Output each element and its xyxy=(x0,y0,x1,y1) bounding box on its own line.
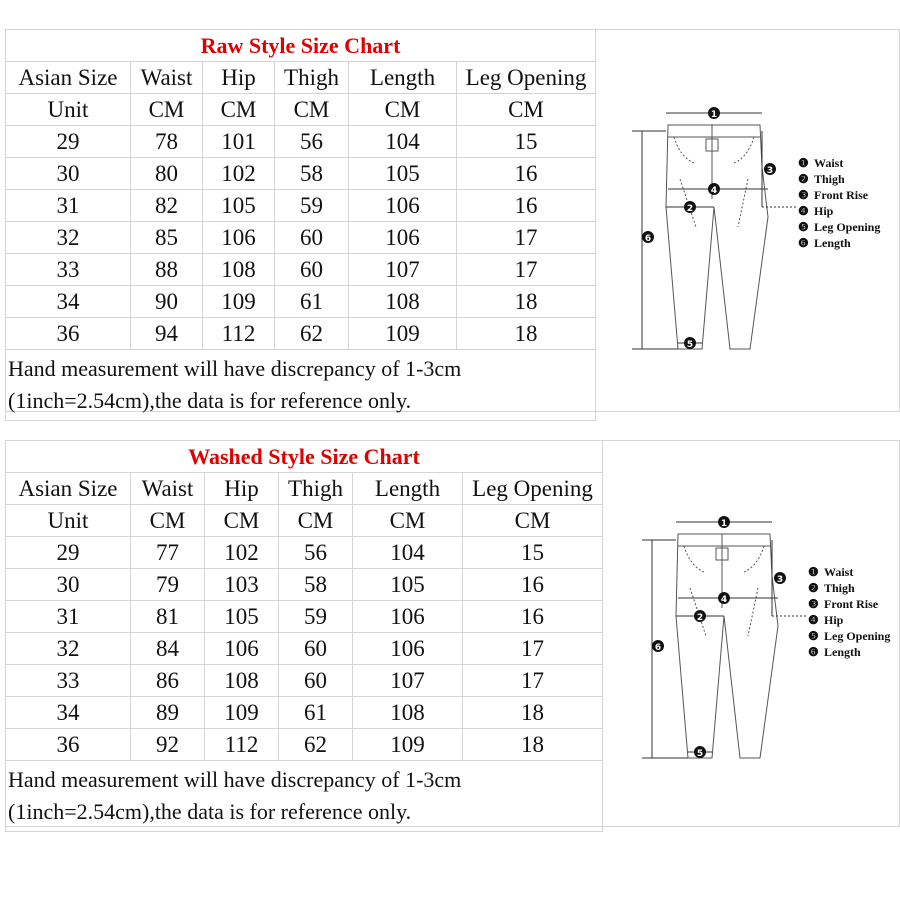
table-cell: 79 xyxy=(131,569,205,601)
table-row xyxy=(6,126,596,158)
table-cell: 17 xyxy=(457,222,596,254)
measurement-legend xyxy=(808,565,890,659)
table-cell: 107 xyxy=(353,665,463,697)
legend-marker-icon: ❻ xyxy=(808,645,819,659)
table-row xyxy=(6,318,596,350)
table-cell: 109 xyxy=(203,286,275,318)
legend-item: Hip xyxy=(824,613,844,627)
svg-text:6: 6 xyxy=(644,234,652,244)
washed-table-body xyxy=(6,441,603,832)
legend-marker-icon: ❸ xyxy=(808,597,819,611)
column-header: Hip xyxy=(203,62,275,94)
table-cell: 60 xyxy=(275,254,349,286)
legend-marker-icon: ❹ xyxy=(808,613,819,627)
column-header: Thigh xyxy=(279,473,353,505)
legend-item: Thigh xyxy=(814,172,845,186)
legend-item: Waist xyxy=(814,156,844,170)
legend-marker-icon: ❺ xyxy=(798,220,809,234)
legend-marker-icon: ❶ xyxy=(798,156,809,170)
table-row xyxy=(6,569,603,601)
table-cell: 106 xyxy=(203,222,275,254)
unit-cell: Unit xyxy=(6,505,131,537)
legend-item: Front Rise xyxy=(824,597,879,611)
column-header: Hip xyxy=(205,473,279,505)
legend-marker-icon: ❻ xyxy=(798,236,809,250)
table-cell: 106 xyxy=(349,190,457,222)
table-cell: 105 xyxy=(349,158,457,190)
table-cell: 104 xyxy=(353,537,463,569)
measure-marker-6-icon xyxy=(642,231,654,244)
svg-text:5: 5 xyxy=(686,340,694,350)
column-header: Thigh xyxy=(275,62,349,94)
table-cell: 89 xyxy=(131,697,205,729)
svg-text:6: 6 xyxy=(654,643,662,653)
table-cell: 88 xyxy=(131,254,203,286)
table-cell: 112 xyxy=(203,318,275,350)
table-cell: 32 xyxy=(6,222,131,254)
unit-cell: CM xyxy=(463,505,603,537)
measure-marker-2-icon xyxy=(694,610,706,623)
table-cell: 86 xyxy=(131,665,205,697)
measurement-legend xyxy=(798,156,880,250)
table-row xyxy=(6,222,596,254)
table-row xyxy=(6,286,596,318)
svg-text:3: 3 xyxy=(776,575,784,585)
raw-size-table xyxy=(5,29,596,421)
table-cell: 36 xyxy=(6,729,131,761)
table-cell: 85 xyxy=(131,222,203,254)
table-cell: 77 xyxy=(131,537,205,569)
table-cell: 34 xyxy=(6,286,131,318)
chart-title: Raw Style Size Chart xyxy=(6,30,596,62)
table-cell: 32 xyxy=(6,633,131,665)
table-cell: 102 xyxy=(205,537,279,569)
table-cell: 105 xyxy=(353,569,463,601)
column-header: Asian Size xyxy=(6,62,131,94)
table-cell: 62 xyxy=(275,318,349,350)
legend-item: Thigh xyxy=(824,581,855,595)
table-cell: 104 xyxy=(349,126,457,158)
table-cell: 108 xyxy=(353,697,463,729)
table-cell: 59 xyxy=(279,601,353,633)
legend-marker-icon: ❹ xyxy=(798,204,809,218)
table-cell: 30 xyxy=(6,158,131,190)
column-header: Asian Size xyxy=(6,473,131,505)
unit-cell: Unit xyxy=(6,94,131,126)
svg-text:2: 2 xyxy=(686,204,694,214)
measure-marker-4-icon xyxy=(718,592,730,605)
table-cell: 106 xyxy=(349,222,457,254)
table-row xyxy=(6,254,596,286)
table-cell: 112 xyxy=(205,729,279,761)
table-row xyxy=(6,158,596,190)
raw-table-body xyxy=(6,30,596,421)
table-cell: 33 xyxy=(6,665,131,697)
table-cell: 18 xyxy=(463,697,603,729)
table-cell: 107 xyxy=(349,254,457,286)
unit-row xyxy=(6,94,596,126)
pants-outline-icon xyxy=(666,125,768,349)
svg-text:4: 4 xyxy=(710,186,718,196)
table-cell: 61 xyxy=(279,697,353,729)
column-header: Length xyxy=(353,473,463,505)
svg-text:5: 5 xyxy=(696,749,704,759)
table-cell: 33 xyxy=(6,254,131,286)
legend-item: Front Rise xyxy=(814,188,869,202)
table-row xyxy=(6,601,603,633)
table-cell: 102 xyxy=(203,158,275,190)
legend-marker-icon: ❺ xyxy=(808,629,819,643)
pants-diagram-svg xyxy=(620,87,895,362)
title-row xyxy=(6,441,603,473)
column-header: Leg Opening xyxy=(463,473,603,505)
table-cell: 15 xyxy=(463,537,603,569)
note-line: Hand measurement will have discrepancy of 1-3cm xyxy=(8,767,462,792)
legend-marker-icon: ❷ xyxy=(798,172,809,186)
svg-text:2: 2 xyxy=(696,613,704,623)
table-cell: 108 xyxy=(205,665,279,697)
table-cell: 92 xyxy=(131,729,205,761)
table-cell: 105 xyxy=(205,601,279,633)
table-cell: 56 xyxy=(275,126,349,158)
table-cell: 81 xyxy=(131,601,205,633)
table-cell: 78 xyxy=(131,126,203,158)
measure-marker-5-icon xyxy=(684,337,696,350)
title-row xyxy=(6,30,596,62)
svg-text:1: 1 xyxy=(720,519,728,529)
table-cell: 17 xyxy=(463,633,603,665)
measure-marker-5-icon xyxy=(694,746,706,759)
washed-pants-diagram xyxy=(630,496,900,771)
table-cell: 18 xyxy=(457,318,596,350)
table-row xyxy=(6,633,603,665)
measure-marker-3-icon xyxy=(764,163,776,176)
table-cell: 103 xyxy=(205,569,279,601)
unit-cell: CM xyxy=(349,94,457,126)
unit-cell: CM xyxy=(275,94,349,126)
table-cell: 30 xyxy=(6,569,131,601)
table-cell: 18 xyxy=(463,729,603,761)
table-cell: 59 xyxy=(275,190,349,222)
column-header: Leg Opening xyxy=(457,62,596,94)
column-header: Waist xyxy=(131,473,205,505)
table-cell: 29 xyxy=(6,537,131,569)
table-cell: 108 xyxy=(203,254,275,286)
unit-row xyxy=(6,505,603,537)
measure-marker-4-icon xyxy=(708,183,720,196)
table-cell: 108 xyxy=(349,286,457,318)
legend-marker-icon: ❶ xyxy=(808,565,819,579)
legend-item: Hip xyxy=(814,204,834,218)
table-cell: 34 xyxy=(6,697,131,729)
table-cell: 58 xyxy=(279,569,353,601)
unit-cell: CM xyxy=(279,505,353,537)
table-cell: 60 xyxy=(279,665,353,697)
unit-cell: CM xyxy=(205,505,279,537)
table-cell: 60 xyxy=(275,222,349,254)
pants-outline-icon xyxy=(676,534,778,758)
legend-item: Leg Opening xyxy=(814,220,881,234)
table-cell: 17 xyxy=(463,665,603,697)
table-cell: 31 xyxy=(6,601,131,633)
table-cell: 62 xyxy=(279,729,353,761)
table-cell: 29 xyxy=(6,126,131,158)
measurement-note xyxy=(6,761,603,832)
table-cell: 90 xyxy=(131,286,203,318)
table-row xyxy=(6,190,596,222)
measure-marker-1-icon xyxy=(718,516,730,529)
measure-marker-1-icon xyxy=(708,107,720,120)
table-cell: 15 xyxy=(457,126,596,158)
legend-item: Length xyxy=(814,236,851,250)
table-cell: 61 xyxy=(275,286,349,318)
unit-cell: CM xyxy=(353,505,463,537)
washed-size-table xyxy=(5,440,603,832)
table-row xyxy=(6,697,603,729)
table-row xyxy=(6,537,603,569)
legend-marker-icon: ❸ xyxy=(798,188,809,202)
note-row xyxy=(6,761,603,832)
svg-text:1: 1 xyxy=(710,110,718,120)
table-row xyxy=(6,665,603,697)
table-cell: 56 xyxy=(279,537,353,569)
table-cell: 16 xyxy=(457,158,596,190)
unit-cell: CM xyxy=(131,94,203,126)
table-cell: 16 xyxy=(457,190,596,222)
pants-diagram-svg xyxy=(630,496,900,771)
table-cell: 16 xyxy=(463,601,603,633)
table-cell: 84 xyxy=(131,633,205,665)
note-line: Hand measurement will have discrepancy of 1-3cm xyxy=(8,356,462,381)
table-cell: 105 xyxy=(203,190,275,222)
column-header: Length xyxy=(349,62,457,94)
header-row xyxy=(6,62,596,94)
table-cell: 16 xyxy=(463,569,603,601)
table-cell: 58 xyxy=(275,158,349,190)
table-cell: 106 xyxy=(353,633,463,665)
table-cell: 82 xyxy=(131,190,203,222)
note-row xyxy=(6,350,596,421)
legend-item: Length xyxy=(824,645,861,659)
table-cell: 36 xyxy=(6,318,131,350)
table-cell: 106 xyxy=(353,601,463,633)
chart-title: Washed Style Size Chart xyxy=(6,441,603,473)
table-cell: 18 xyxy=(457,286,596,318)
table-cell: 17 xyxy=(457,254,596,286)
table-cell: 109 xyxy=(349,318,457,350)
header-row xyxy=(6,473,603,505)
table-cell: 94 xyxy=(131,318,203,350)
note-line: (1inch=2.54cm),the data is for reference only. xyxy=(8,799,412,824)
measure-marker-6-icon xyxy=(652,640,664,653)
unit-cell: CM xyxy=(131,505,205,537)
table-cell: 80 xyxy=(131,158,203,190)
unit-cell: CM xyxy=(457,94,596,126)
legend-item: Leg Opening xyxy=(824,629,891,643)
column-header: Waist xyxy=(131,62,203,94)
note-line: (1inch=2.54cm),the data is for reference only. xyxy=(8,388,412,413)
measure-marker-2-icon xyxy=(684,201,696,214)
unit-cell: CM xyxy=(203,94,275,126)
table-cell: 106 xyxy=(205,633,279,665)
table-cell: 31 xyxy=(6,190,131,222)
svg-text:4: 4 xyxy=(720,595,728,605)
legend-marker-icon: ❷ xyxy=(808,581,819,595)
table-cell: 101 xyxy=(203,126,275,158)
measurement-note xyxy=(6,350,596,421)
table-cell: 109 xyxy=(353,729,463,761)
legend-item: Waist xyxy=(824,565,854,579)
raw-pants-diagram xyxy=(620,87,895,362)
measure-marker-3-icon xyxy=(774,572,786,585)
svg-text:3: 3 xyxy=(766,166,774,176)
table-row xyxy=(6,729,603,761)
table-cell: 60 xyxy=(279,633,353,665)
table-cell: 109 xyxy=(205,697,279,729)
